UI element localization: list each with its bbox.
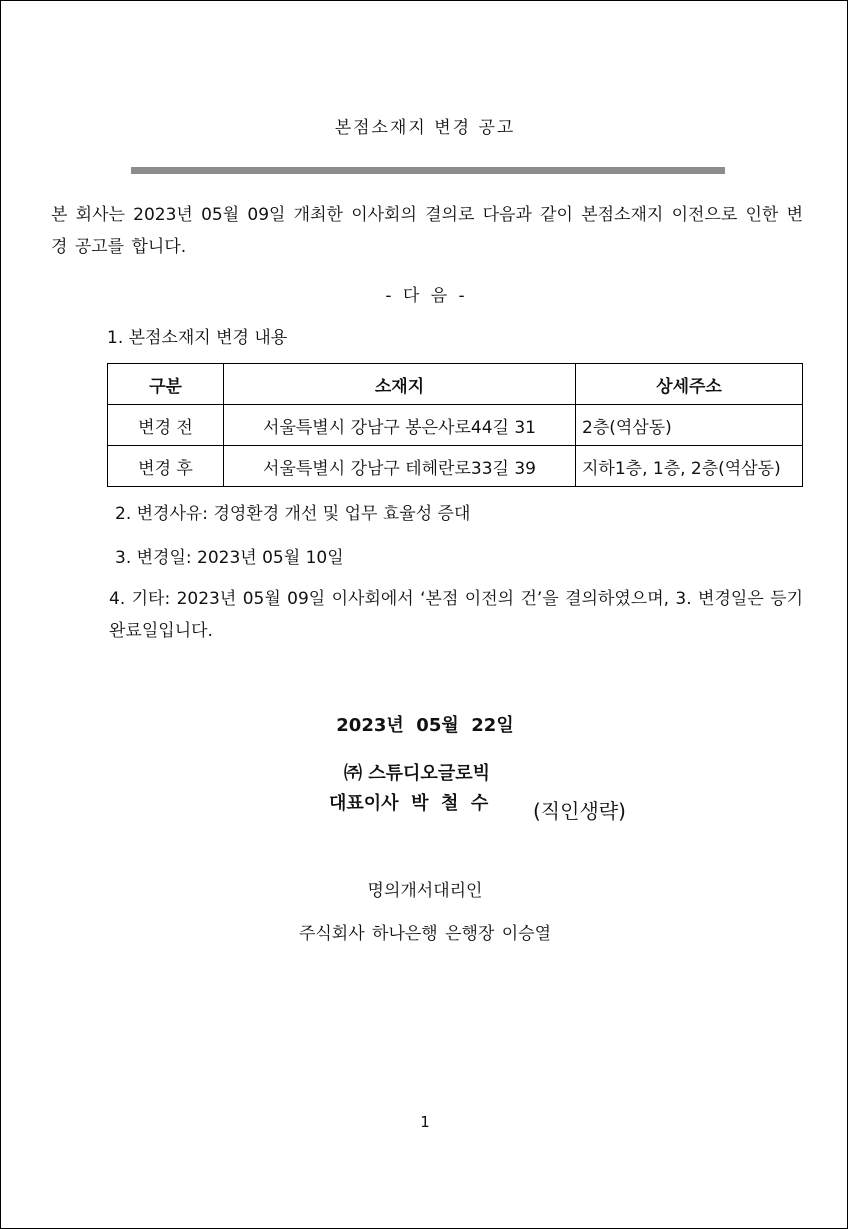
page-title: 본점소재지 변경 공고 <box>334 118 516 138</box>
row-after-location: 서울특별시 강남구 테헤란로33길 39 <box>224 446 576 487</box>
row-before-detail: 2층(역삼동) <box>576 405 803 446</box>
table-header-category: 구분 <box>108 364 224 405</box>
company-name: ㈜ 스튜디오글로빅 <box>344 763 490 784</box>
intro-paragraph: 본 회사는 2023년 05월 09일 개최한 이사회의 결의로 다음과 같이 본점소재지 이전으로 인한 변경 공고를 합니다. <box>51 205 803 257</box>
table-row <box>108 446 803 487</box>
table-header-location: 소재지 <box>224 364 576 405</box>
seal-omitted-note: (직인생략) <box>533 799 626 823</box>
row-before-label: 변경 전 <box>108 405 224 446</box>
section-1-heading: 1. 본점소재지 변경 내용 <box>107 328 288 348</box>
address-change-table <box>107 363 803 487</box>
table-header-row <box>108 364 803 405</box>
item-3-change-date: 3. 변경일: 2023년 05월 10일 <box>115 548 344 568</box>
ceo-name: 대표이사 박 철 수 <box>329 793 489 814</box>
row-before-location: 서울특별시 강남구 봉은사로44길 31 <box>224 405 576 446</box>
page-number: 1 <box>420 1113 430 1131</box>
item-4-other: 4. 기타: 2023년 05월 09일 이사회에서 ‘본점 이전의 건’을 결의하였으며, 3. 변경일은 등기완료일입니다. <box>109 589 803 641</box>
transfer-agent-name: 주식회사 하나은행 은행장 이승열 <box>298 924 552 944</box>
title-divider <box>131 167 725 174</box>
row-after-label: 변경 후 <box>108 446 224 487</box>
table-row <box>108 405 803 446</box>
section-heading-da-eum: - 다 음 - <box>385 286 465 306</box>
item-2-reason: 2. 변경사유: 경영환경 개선 및 업무 효율성 증대 <box>115 504 471 524</box>
notice-date: 2023년 05월 22일 <box>336 715 514 736</box>
transfer-agent-title: 명의개서대리인 <box>367 881 483 901</box>
table-header-detail: 상세주소 <box>576 364 803 405</box>
row-after-detail: 지하1층, 1층, 2층(역삼동) <box>576 446 803 487</box>
